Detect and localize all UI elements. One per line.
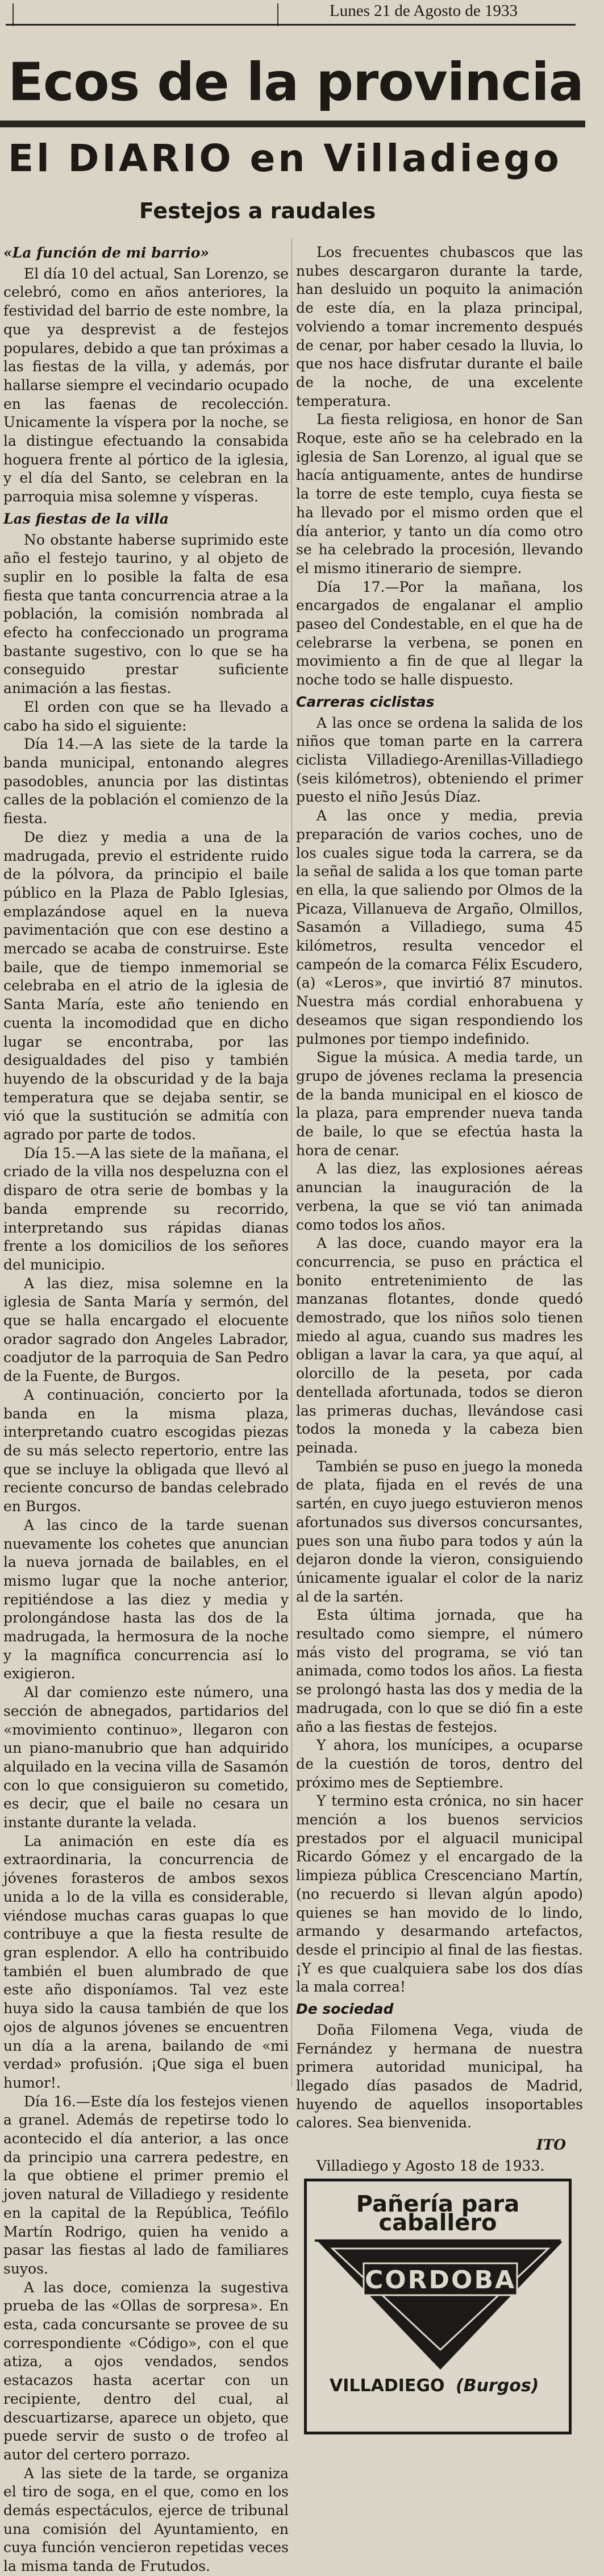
paragraph: A las once se ordena la salida de los niños que toman parte en la carrera ciclista Villadiego-Arenillas-Villadiego (seis kilómetros), obteniendo el primer puesto el niño Jesús Díaz. [296, 714, 583, 806]
paragraph: Día 14.—A las siete de la tarde la banda municipal, entonando alegres pasodobles, anuncia por las distintas calles de la población el comienzo de la fiesta. [3, 736, 289, 827]
section-heading-ciclistas: Carreras ciclistas [296, 693, 435, 710]
issue-date: Lunes 21 de Agosto de 1933 [330, 2, 518, 20]
page-header [0, 0, 604, 34]
column-divider [291, 239, 292, 2086]
ad-pennant-graphic [318, 2236, 563, 2378]
paragraph: A las siete de la tarde, se organiza el tiro de soga, en el que, como en los demás espectáculos, ejerce de tribunal una comisión del Ayuntamiento, en cuya función vencieron repetidas veces la misma tanda de Frutudos. [3, 2465, 289, 2575]
paragraph: La fiesta religiosa, en honor de San Roque, este año se ha celebrado en la iglesia de San Lorenzo, al igual que se hacía antiguamente, antes de hundirse la torre de este templo, cuya fiesta se ha llevado por el mismo orden que el día anterior, y tanto un día como otro se ha celebrado la procesión, llevando el mismo itinerario de siempre. [296, 411, 583, 576]
header-tick [13, 3, 14, 26]
paragraph: El día 10 del actual, San Lorenzo, se celebró, como en años anteriores, la festividad del barrio de este nombre, la que ya desprevist a de festejos populares, debido a que tan próximas a las fiestas de la villa, y además, por hallarse siempre el vecindario ocupado en las faenas de recolección. Unicamente la víspera por la noche, se la distingue efectuando la consabida hoguera frente al pórtico de la iglesia, y el día del Santo, se celebran en la parroquia misa solemne y vísperas. [3, 265, 289, 505]
paragraph: A continuación, concierto por la banda en la misma plaza, interpretando cuatro escogidas piezas de su más selecto repertorio, entre las que se incluye la obligada que llevó al reciente concurso de bandas celebrado en Burgos. [3, 1386, 289, 1515]
masthead-rule [0, 121, 585, 127]
paragraph: A las cinco de la tarde suenan nuevamente los cohetes que anuncian la nueva jornada de bailables, en el mismo lugar que la noche anterior, repitiéndose a las diez y media y prolongándose hasta las dos de la madrugada, la hermosura de la noche y la magnífica concurrencia así lo exigieron. [3, 1516, 289, 1682]
author-signature: ITO [536, 2137, 566, 2154]
advertisement-box [304, 2179, 572, 2434]
paragraph: Día 17.—Por la mañana, los encargados de engalanar el amplio paseo del Condestable, en el que ha de celebrarse la verbena, se ponen en movimiento a fin de que al llegar la noche todo se halle dispuesto. [296, 578, 583, 688]
dateline: Villadiego y Agosto 18 de 1933. [316, 2157, 545, 2174]
paragraph: El orden con que se ha llevado a cabo ha sido el siguiente: [3, 698, 289, 734]
section-subtitle: El DIARIO en Villadiego [8, 136, 562, 180]
section-title: Ecos de la provincia [8, 52, 584, 113]
paragraph: Doña Filomena Vega, viuda de Fernández y hermana de nuestra primera autoridad municipal, ha llegado días pasados de Madrid, huyendo de aquellos insoportables calores. Sea bienvenida. [296, 2021, 583, 2131]
ad-town: VILLADIEGO [330, 2376, 445, 2396]
paragraph: Y termino esta crónica, no sin hacer mención a los buenos servicios prestados por el alguacil municipal Ricardo Gómez y el encargado de la limpieza pública Crescenciano Martín, (no recuerdo si llevan algún apodo) quienes se han movido de lo lindo, armando y desarmando artefactos, desde el principio al final de las fiestas. ¡Y es que cualquiera sabe los dos días la mala correa! [296, 1793, 583, 1996]
paragraph: A las doce, cuando mayor era la concurrencia, se puso en práctica el bonito entretenimiento de las manzanas flotantes, donde quedó demostrado, que los niños solo tienen miedo al agua, cuando sus madres les obligan a lavar la cara, ya que aquí, al olorcillo de la peseta, por cada dentellada afortunada, todos se dieron las primeras duchas, llevándose casi todos la moneda y la cabeza bien peinada. [296, 1235, 583, 1456]
section-heading-sociedad: De sociedad [296, 2001, 394, 2018]
paragraph: A las once y media, previa preparación de varios coches, uno de los cuales sigue toda la carrera, se da la señal de salida a los que toman parte en ella, la que saliendo por Olmos de la Picaza, Villanueva de Argaño, Olmillos, Sasamón a Villadiego, suma 45 kilómetros, resulta vencedor el campeón de la comarca Félix Escudero, (a) «Leros», que invirtió 87 minutos. Nuestra más cordial enhorabuena y deseamos que sigan respondiendo los pulmones por tiempo indefinido. [296, 807, 583, 1047]
paragraph: Al dar comienzo este número, una sección de abnegados, partidarios del «movimiento continuo», llegaron con un piano-manubrio que han adquirido alquilado en la vecina villa de Sasamón con lo que consiguieron su cometido, es decir, que el baile no cesara un instante durante la velada. [3, 1684, 289, 1831]
paragraph: También se puso en juego la moneda de plata, fijada en el revés de una sartén, en cuyo juego estuvieron menos afortunados sus diversos concursantes, pues son una ñubo para todos y aún la dejaron donde la vieron, consiguiendo únicamente igualar el color de la nariz al de la sartén. [296, 1458, 583, 1605]
paragraph: A las doce, comienza la sugestiva prueba de las «Ollas de sorpresa». En esta, cada concursante se provee de su correspondiente «Código», con el que atiza, a ojos vendados, sendos estacazos hasta acertar con un recipiente, dentro del cual, al descuartizarse, aparece un objeto, que puede servir de susto o de trofeo al autor del certero porrazo. [3, 2279, 289, 2463]
paragraph: Día 16.—Este día los festejos vienen a granel. Además de repetirse todo lo acontecido el día anterior, a las once da principio una carrera pedestre, en la que obtiene el primer premio el joven natural de Villadiego y residente en la capital de la República, Teófilo Martín Rodrigo, quien ha venido a pasar las fiestas al lado de familiares suyos. [3, 2093, 289, 2277]
section-heading-fiestas: Las fiestas de la villa [3, 510, 169, 527]
paragraph: Y ahora, los munícipes, a ocuparse de la cuestión de toros, dentro del próximo mes de Septiembre. [296, 1737, 583, 1791]
right-column [296, 243, 583, 2434]
left-column [3, 240, 289, 2576]
paragraph: No obstante haberse suprimido este año el festejo taurino, y al objeto de suplir en lo posible la falta de esa fiesta que tanta concurrencia atrae a la población, la comisión nombrada al efecto ha confeccionado un programa bastante sugestivo, con lo que se ha conseguido prestar suficiente animación a las fiestas. [3, 531, 289, 697]
paragraph: Día 15.—A las siete de la mañana, el criado de la villa nos despeluzna con el disparo de otra serie de bombas y la banda emprende su recorrido, interpretando sus rápidas dianas frente a los domicilios de los señores del municipio. [3, 1144, 289, 1273]
article-headline: Festejos a raudales [139, 198, 376, 223]
ad-province: (Burgos) [456, 2376, 539, 2396]
section-heading-funcion: «La función de mi barrio» [3, 244, 210, 261]
header-tick [277, 3, 278, 26]
ad-headline: Pañería para caballero [315, 2181, 561, 2241]
paragraph: Sigue la música. A media tarde, un grupo de jóvenes reclama la presencia de la banda municipal en el kiosco de la plaza, para emprender nueva tanda de baile, lo que se efectúa hasta la hora de cenar. [296, 1049, 583, 1159]
paragraph: De diez y media a una de la madrugada, previo el estridente ruido de la pólvora, da principio el baile público en la Plaza de Pablo Iglesias, emplazándose aquel en la nueva pavimentación que con ese destino a mercado se acaba de construirse. Este baile, que de tiempo inmemorial se celebraba en el atrio de la iglesia de Santa María, este año teniendo en cuenta la incomodidad que en dicho lugar se encontraba, por las desigualdades del piso y también huyendo de la obscuridad y de la baja temperatura que se dejaba sentir, se vió que la sustitución se admitía con agrado por parte de todos. [3, 828, 289, 1143]
paragraph: La animación en este día es extraordinaria, la concurrencia de jóvenes forasteros de ambos sexos unida a lo de la villa es considerable, viéndose muchas caras guapas lo que contribuye a que la fiesta resulte de gran esplendor. A ello ha contribuido también el buen alumbrado de que este año disponíamos. Tal vez este huya sido la causa también de que los ojos de algunos jóvenes se encuentren un día a la arena, bailando de «mi verdad» profusión. ¡Que siga el buen humor!. [3, 1832, 289, 2091]
paragraph: Esta última jornada, que ha resultado como siempre, el número más visto del programa, se vió tan animada, como todos los años. La fiesta se prolongó hasta las dos y media de la madrugada, con lo que se dió fin a este año a las fiestas de festejos. [296, 1607, 583, 1735]
paragraph: A las diez, las explosiones aéreas anuncian la inauguración de la verbena, la que se vió tan animada como todos los años. [296, 1160, 583, 1233]
paragraph: A las diez, misa solemne en la iglesia de Santa María y sermón, del que se halla encargado el elocuente orador sagrado don Angeles Labrador, coadjutor de la parroquia de San Pedro de la Fuente, de Burgos. [3, 1275, 289, 1385]
ad-brand: CORDOBA [364, 2266, 516, 2295]
paragraph: Los frecuentes chubascos que las nubes descargaron durante la tarde, han desluido un poquito la animación de este día, en la plaza principal, volviendo a tomar incremento después de cenar, por haber cesado la lluvia, lo que nos hace disfrutar durante el baile de la noche, de una excelente temperatura. [296, 244, 583, 409]
header-rule [6, 24, 576, 26]
